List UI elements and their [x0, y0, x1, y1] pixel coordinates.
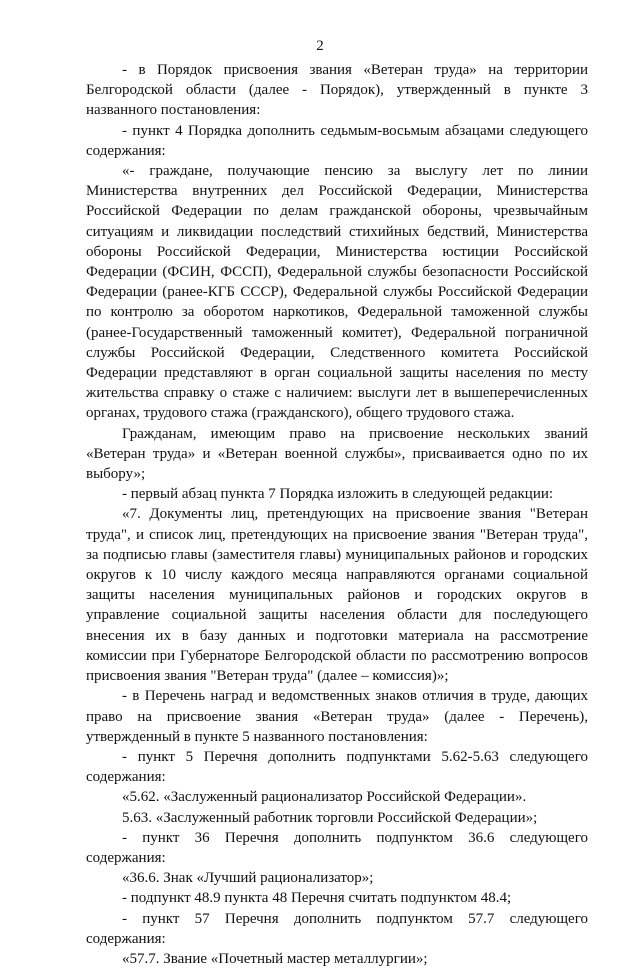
paragraph: «7. Документы лиц, претендующих на присвоение звания "Ветеран труда", и список лиц, претендующих на присвоение звания "Ветеран труда", за подписью главы (заместителя главы) муниципальных районов и городских округов к 10 числу каждого месяца направляются органами социальной защиты населения муниципальных районов и городских округов в управление социальной защиты населения области для последующего внесения их в базу данных и подготовки материала на рассмотрение комиссии при Губернаторе Белгородской области по рассмотрению вопросов присвоения звания "Ветеран труда" (далее – комиссия)»; — [86, 506, 588, 685]
paragraph: - в Порядок присвоения звания «Ветеран труда» на территории Белгородской области (далее - Порядок), утвержденный в пункте 3 названного постановления: — [86, 62, 588, 119]
paragraph: «- граждане, получающие пенсию за выслугу лет по линии Министерства внутренних дел Российской Федерации, Министерства Российской Федерации по делам гражданской обороны, чрезвычайным ситуациям и ликвидации последствий стихийных бедствий, Министерства обороны Российской Федерации, Министерства юстиции Российской Федерации (ФСИН, ФССП), Федеральной службы безопасности Российской Федерации (ранее-КГБ СССР), Федеральной службы Российской Федерации по контролю за оборотом наркотиков, Федеральной таможенной службы (ранее-Государственный таможенный комитет), Федеральной пограничной службы Российской Федерации, Следственного комитета Российской Федерации представляют в орган социальной защиты населения по месту жительства справку о стаже с наличием: выслуги лет в вышеперечисленных органах, трудового стажа (гражданского), общего трудового стажа. — [86, 163, 588, 422]
paragraph: «36.6. Знак «Лучший рационализатор»; — [122, 870, 374, 887]
paragraph: - пункт 5 Перечня дополнить подпунктами 5.62-5.63 следующего содержания: — [86, 748, 588, 786]
paragraph: - первый абзац пункта 7 Порядка изложить в следующей редакции: — [122, 486, 554, 503]
paragraph: - пункт 36 Перечня дополнить подпунктом 36.6 следующего содержания: — [86, 829, 588, 866]
paragraph: «5.62. «Заслуженный рационализатор Российской Федерации». — [122, 789, 527, 806]
paragraph: «57.7. Звание «Почетный мастер металлургии»; — [122, 950, 428, 967]
paragraph: - пункт 4 Порядка дополнить седьмым-восьмым абзацами следующего содержания: — [86, 122, 588, 159]
page-number: 2 — [316, 38, 324, 54]
document-body — [86, 60, 588, 969]
paragraph: - пункт 57 Перечня дополнить подпунктом 57.7 следующего содержания: — [86, 910, 588, 947]
paragraph: - в Перечень наград и ведомственных знаков отличия в труде, дающих право на присвоение звания «Ветеран труда» (далее - Перечень), утвержденный в пункте 5 названного постановления: — [86, 688, 588, 745]
paragraph: 5.63. «Заслуженный работник торговли Российской Федерации»; — [122, 809, 538, 826]
paragraph: - подпункт 48.9 пункта 48 Перечня считать подпунктом 48.4; — [122, 890, 512, 907]
paragraph: Гражданам, имеющим право на присвоение нескольких званий «Ветеран труда» и «Ветеран военной службы», присваивается одно по их выбору»; — [86, 425, 588, 483]
